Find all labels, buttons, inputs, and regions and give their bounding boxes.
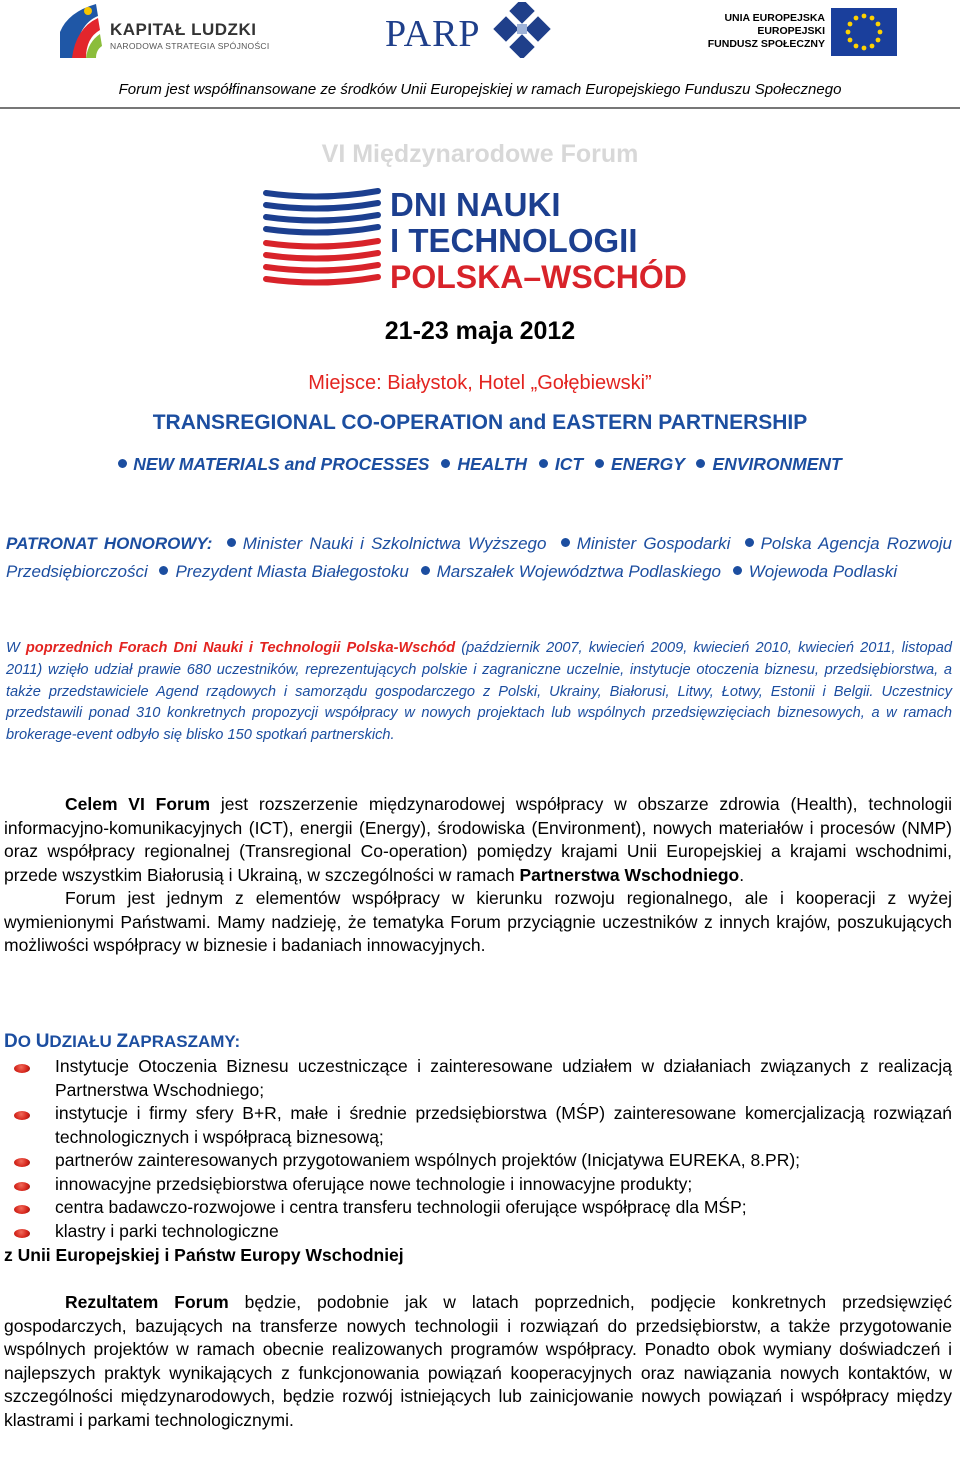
goal-section xyxy=(4,793,952,958)
bullet-dot-icon xyxy=(441,459,450,468)
eastern-partnership-bold: Partnerstwa Wschodniego xyxy=(519,864,740,885)
invite-from: z Unii Europejskiej i Państw Europy Wschodniej xyxy=(4,1245,404,1265)
patron-item: Marszałek Województwa Podlaskiego xyxy=(436,561,722,581)
bullet-dot-icon xyxy=(696,459,705,468)
goal-bold: Celem VI Forum xyxy=(65,794,211,814)
previous-text: (październik 2007, kwiecień 2009, kwiecień 2010, kwiecień 2011, listopad 2011) wzięło udział prawie 680 uczestników, reprezentujących polskie i zagraniczne uczelnie, instytucje otoczenia biznesu, przedsiębiorstwa, a także przedstawiciele Agend rządowych i samorządu gospodarczego z Polski, Ukrainy, Białorusi, Litwy, Łotwy, Estonii i Belgii. Uczestnicy przedstawili ponad 310 konkretnych propozycji współpracy w nowych projektach lub wspólnych przedsięwzięciach biznesowych, a w ramach brokerage-event odbyło się blisko 150 spotkań partnerskich. xyxy=(6,640,952,744)
dni-nauki-line3: POLSKA–WSCHÓD xyxy=(390,259,687,295)
result-text: będzie, podobnie jak w latach poprzednich, podjęcie konkretnych przedsięwzięć gospodarczych, bazujących na transferze nowych technologii i rozwiązań do przedsiębiorstw, a także przygotowanie wspólnych projektów w ramach obecnie realizowanych programów współpracy. Ponadto obok wymiany doświadczeń i najlepszych praktyk wynikających z funkcjonowania powiązań kooperacyjnych oraz nawiązania nowych kontaktów, w szczególności międzynarodowych, będzie rozwój istniejących lub zainicjowanie nowych powiązań i współpracy między klastrami i parkami technologicznymi. xyxy=(4,1292,952,1430)
dni-nauki-line1: DNI NAUKI xyxy=(390,186,561,223)
event-date: 21-23 maja 2012 xyxy=(384,317,576,345)
dni-nauki-swoosh-icon xyxy=(262,187,382,297)
header-divider xyxy=(0,107,960,109)
eu-logo xyxy=(705,8,900,62)
invite-heading-o: O xyxy=(17,1032,36,1051)
kapital-ludzki-subtitle: NARODOWA STRATEGIA SPÓJNOŚCI xyxy=(110,41,270,51)
eu-flag-icon xyxy=(831,8,897,56)
event-theme: TRANSREGIONAL CO-OPERATION and EASTERN PARTNERSHIP xyxy=(152,411,808,434)
bullet-dot-icon xyxy=(159,566,168,575)
red-bullet-icon xyxy=(14,1205,30,1214)
eu-line1: UNIA EUROPEJSKA xyxy=(724,12,825,24)
topic-item: ENERGY xyxy=(610,454,685,474)
event-place: Miejsce: Białystok, Hotel „Gołębiewski” xyxy=(308,372,652,394)
bullet-dot-icon xyxy=(227,538,236,547)
list-item: Instytucje Otoczenia Biznesu uczestniczące i zainteresowane udziałem w działaniach związanych z realizacją Partnerstwa Wschodniego; xyxy=(55,1056,952,1100)
goal-text-end: . xyxy=(739,864,745,885)
invite-list xyxy=(55,1055,952,1243)
goal-para2-text: Forum jest jednym z elementów współpracy w kierunku rozwoju regionalnego, ale i kooperacji z wyżej wymienionymi Państwami. Mamy nadzieję, że tematyka Forum przyciągnie uczestników z innych krajów, poszukujących możliwości współpracy w biznesie i badaniach innowacyjnych. xyxy=(4,888,952,955)
list-item: innowacyjne przedsiębiorstwa oferujące nowe technologie i innowacyjne produkty; xyxy=(55,1173,693,1194)
topic-item: ENVIRONMENT xyxy=(712,454,842,474)
bullet-dot-icon xyxy=(539,459,548,468)
eu-line3: FUNDUSZ SPOŁECZNY xyxy=(707,38,825,50)
patron-item: Minister Nauki i Szkolnictwa Wyższego xyxy=(242,534,547,553)
parp-title: PARP xyxy=(385,13,481,55)
patron-item: Wojewoda Podlaski xyxy=(748,561,898,581)
list-item: centra badawczo-rozwojowe i centra transferu technologii oferujące współpracę dla MŚP; xyxy=(55,1197,747,1217)
bullet-dot-icon xyxy=(745,538,754,547)
invite-heading-dzialu: DZIAŁU xyxy=(49,1032,117,1051)
eu-line2: EUROPEJSKI xyxy=(757,25,825,37)
parp-emblem-icon xyxy=(493,2,551,58)
red-bullet-icon xyxy=(14,1111,30,1120)
patron-item: Minister Gospodarki xyxy=(576,534,731,553)
goal-paragraph-2 xyxy=(4,887,952,958)
goal-paragraph xyxy=(4,793,952,887)
red-bullet-icon xyxy=(14,1229,30,1238)
red-bullet-icon xyxy=(14,1064,30,1073)
eu-logo-text xyxy=(705,12,825,51)
result-paragraph xyxy=(4,1291,952,1432)
list-item: partnerów zainteresowanych przygotowaniem wspólnych projektów (Inicjatywa EUREKA, 8.PR); xyxy=(55,1150,801,1170)
invite-heading-u: U xyxy=(35,1031,50,1052)
bullet-dot-icon xyxy=(561,538,570,547)
invite-heading-d: D xyxy=(4,1031,18,1052)
invite-heading xyxy=(4,1031,240,1053)
bullet-dot-icon xyxy=(595,459,604,468)
patronat-label: PATRONAT HONOROWY: xyxy=(6,534,213,553)
patron-item: Polska Agencja Rozwoju Przedsiębiorczości xyxy=(6,534,953,581)
bullet-dot-icon xyxy=(421,566,430,575)
topic-item: NEW MATERIALS and PROCESSES xyxy=(133,454,430,474)
cofinance-note: Forum jest współfinansowane ze środków Unii Europejskiej w ramach Europejskiego Funduszu Społecznego xyxy=(118,81,842,98)
previous-lead: W xyxy=(6,640,26,656)
kapital-ludzki-logo xyxy=(58,2,270,60)
previous-forums-paragraph xyxy=(6,638,952,747)
red-bullet-icon xyxy=(14,1182,30,1191)
dni-nauki-line2: I TECHNOLOGII xyxy=(390,222,638,259)
topic-item: ICT xyxy=(554,454,584,474)
bullet-dot-icon xyxy=(118,459,127,468)
list-item: instytucje i firmy sfery B+R, małe i średnie przedsiębiorstwa (MŚP) zainteresowane komercjalizacją rozwiązań technologicznych i współpracą biznesową; xyxy=(55,1103,952,1147)
patronat-section xyxy=(6,530,952,585)
previous-highlight: poprzednich Forach Dni Nauki i Technologii Polska-Wschód xyxy=(25,640,456,656)
patron-item: Prezydent Miasta Białegostoku xyxy=(175,561,409,581)
topic-item: HEALTH xyxy=(457,454,528,474)
invite-heading-apraszamy: APRASZAMY: xyxy=(128,1032,241,1051)
forum-title: VI Międzynarodowe Forum xyxy=(321,140,639,168)
kapital-ludzki-title: KAPITAŁ LUDZKI xyxy=(110,20,257,39)
list-item: klastry i parki technologiczne xyxy=(55,1220,279,1241)
parp-logo xyxy=(385,2,550,58)
goal-text: jest rozszerzenie międzynarodowej współpracy w obszarze zdrowia (Health), technologii informacyjno-komunikacyjnych (ICT), energii (Energy), środowiska (Environment), nowych materiałów i procesów (NMP) oraz współpracy regionalnej (Transregional Co-operation) pomiędzy krajami Unii Europejskiej a krajami wschodnimi, przede wszystkim Białorusią i Ukrainą, w szczególności w ramach xyxy=(4,794,952,885)
invite-heading-z: Z xyxy=(116,1031,129,1052)
red-bullet-icon xyxy=(14,1158,30,1167)
bullet-dot-icon xyxy=(733,566,742,575)
result-bold: Rezultatem Forum xyxy=(65,1292,229,1312)
dni-nauki-logo xyxy=(262,173,688,313)
topics-list xyxy=(0,454,960,475)
